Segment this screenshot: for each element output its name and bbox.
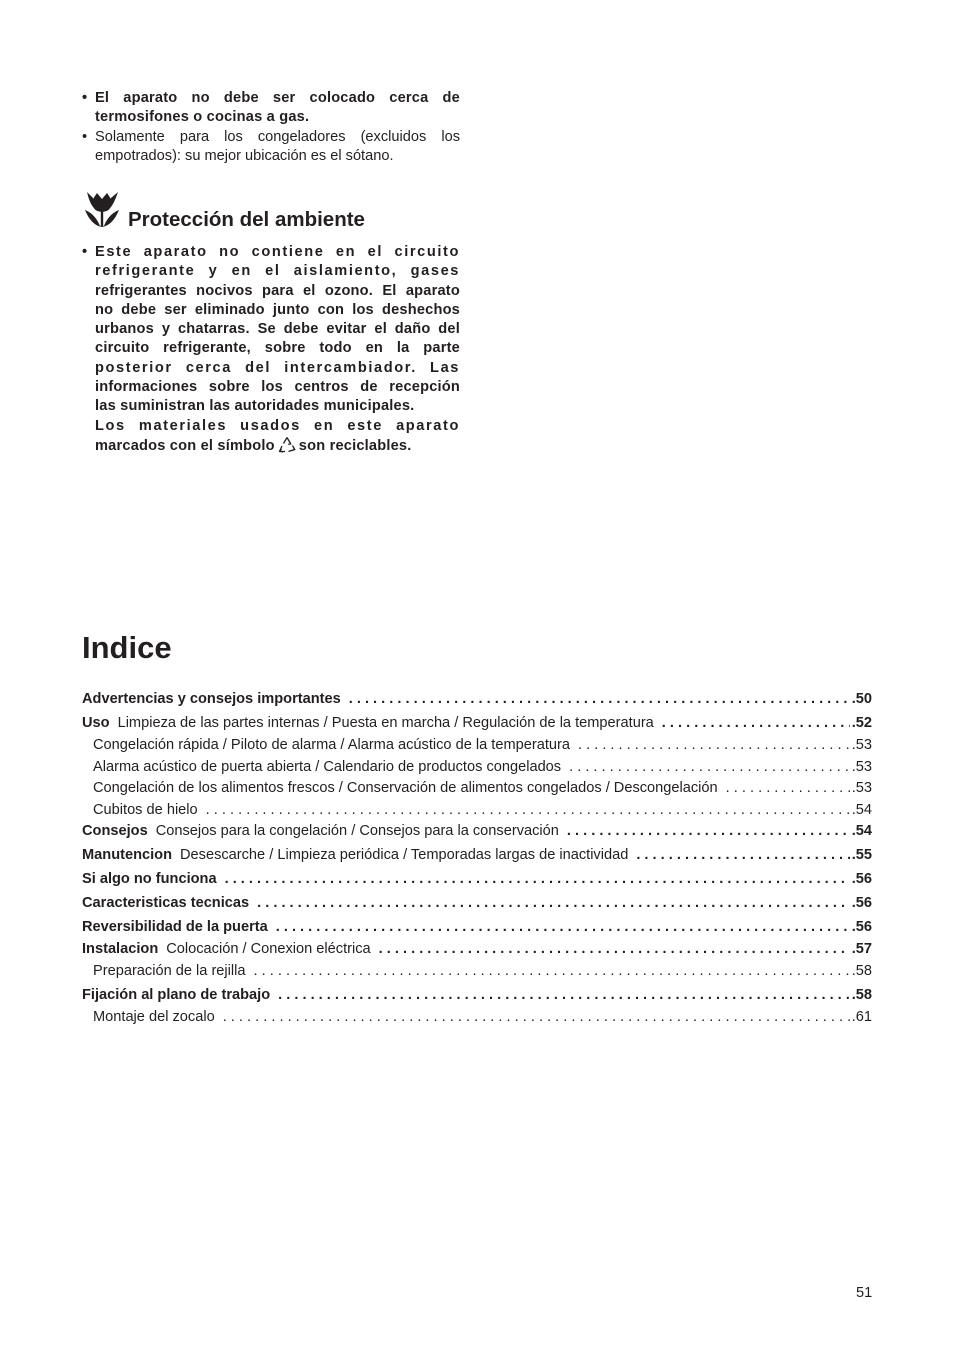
toc-entry-description: Cubitos de hielo — [93, 801, 198, 818]
toc-entry-title: Manutencion — [82, 847, 172, 863]
environment-line: • Este aparato no contiene en el circuito — [95, 244, 460, 260]
toc-entry-description: Alarma acústico de puerta abierta / Calendario de productos congelados — [93, 758, 562, 775]
environment-line: las suministran las autoridades municipales. — [95, 398, 415, 415]
toc-entry-description: Consejos para la congelación / Consejos para la conservación — [155, 823, 559, 839]
toc-page-number: .61 — [851, 1008, 872, 1025]
toc-leader-dots — [636, 847, 849, 863]
environment-line: refrigerantes nocivos para el ozono. El aparato — [95, 282, 460, 299]
toc-entry — [82, 871, 872, 893]
toc-entry-description: Preparación de la rejilla — [93, 963, 246, 979]
environment-list — [82, 243, 460, 459]
warning-list — [82, 89, 460, 166]
toc-page-number: .54 — [851, 801, 872, 818]
recycle-icon — [278, 436, 296, 459]
warning-item: • El aparato no debe ser colocado cerca de termosifones o cocinas a gas. — [82, 89, 460, 128]
toc-entry — [82, 715, 872, 737]
toc-entry — [82, 1009, 872, 1031]
toc-leader-dots — [726, 780, 850, 796]
toc-entry-title: Uso — [82, 715, 110, 731]
environment-line: urbanos y chatarras. Se debe evitar el daño del — [95, 321, 460, 338]
environment-line: Los materiales usados en este aparato — [95, 417, 460, 434]
toc-entry — [82, 691, 872, 713]
toc-leader-dots — [567, 823, 850, 839]
toc-page-number: .50 — [851, 691, 872, 707]
toc-entry — [82, 919, 872, 941]
toc-leader-dots — [257, 895, 850, 911]
toc-leader-dots — [569, 759, 850, 775]
table-of-contents — [82, 691, 872, 1030]
toc-entry — [82, 737, 872, 759]
toc-page-number: .54 — [851, 823, 872, 839]
toc-entry-description: Limpieza de las partes internas / Puesta en marcha / Regulación de la temperatura — [117, 715, 654, 731]
toc-entry — [82, 802, 872, 824]
toc-page-number: .53 — [851, 737, 872, 753]
environment-title: Protección del ambiente — [128, 208, 365, 231]
toc-entry-title: Si algo no funciona — [82, 871, 217, 887]
toc-entry-description: Montaje del zocalo — [93, 1008, 215, 1025]
toc-page-number: .56 — [851, 895, 872, 911]
environment-line: refrigerante y en el aislamiento, gases — [95, 263, 460, 280]
environment-last-line: marcados con el símbolo son reciclables. — [95, 436, 460, 459]
toc-page-number: .57 — [851, 941, 872, 957]
toc-entry-title: Caracteristicas tecnicas — [82, 895, 250, 911]
tulip-icon — [82, 190, 122, 233]
toc-entry-title: Reversibilidad de la puerta — [82, 919, 268, 935]
toc-entry-title: Advertencias y consejos importantes — [82, 691, 341, 707]
environment-heading — [82, 190, 365, 233]
toc-page-number: .56 — [851, 919, 872, 935]
environment-line: informaciones sobre los centros de recepción — [95, 379, 460, 396]
toc-leader-dots — [662, 715, 850, 731]
toc-entry — [82, 780, 872, 802]
toc-entry — [82, 847, 872, 869]
toc-entry — [82, 895, 872, 917]
toc-page-number: .52 — [851, 715, 872, 731]
toc-page-number: .56 — [851, 871, 872, 887]
toc-entry — [82, 759, 872, 781]
toc-leader-dots — [578, 737, 850, 753]
toc-page-number: .53 — [851, 758, 872, 775]
toc-leader-dots — [254, 963, 850, 979]
toc-entry-title: Consejos — [82, 823, 148, 839]
toc-entry — [82, 823, 872, 845]
toc-page-number: .58 — [851, 963, 872, 979]
page-number: 51 — [856, 1285, 873, 1301]
environment-line: no debe ser eliminado junto con los deshechos — [95, 301, 460, 318]
index-title: Indice — [82, 630, 172, 665]
toc-leader-dots — [349, 691, 850, 707]
toc-leader-dots — [223, 1009, 850, 1025]
toc-leader-dots — [379, 941, 850, 957]
toc-page-number: .55 — [851, 847, 872, 863]
environment-item — [82, 243, 460, 459]
warning-item: • Solamente para los congeladores (excluidos los empotrados): su mejor ubicación es el sótano. — [82, 128, 460, 167]
toc-entry-title: Instalacion — [82, 941, 159, 957]
toc-entry-description: Congelación rápida / Piloto de alarma / Alarma acústico de la temperatura — [93, 737, 570, 753]
toc-leader-dots — [278, 987, 850, 1003]
toc-entry-description: Colocación / Conexion eléctrica — [166, 941, 371, 957]
toc-entry — [82, 941, 872, 963]
toc-leader-dots — [206, 802, 850, 818]
toc-page-number: .58 — [851, 986, 872, 1003]
toc-leader-dots — [276, 919, 850, 935]
toc-entry — [82, 987, 872, 1009]
toc-entry-description: Congelación de los alimentos frescos / Conservación de alimentos congelados / Descongelación — [93, 780, 718, 796]
toc-page-number: .53 — [851, 780, 872, 796]
toc-entry — [82, 963, 872, 985]
toc-leader-dots — [225, 871, 850, 887]
environment-line: circuito refrigerante, sobre todo en la parte — [95, 340, 460, 357]
toc-entry-title: Fijación al plano de trabajo — [82, 986, 271, 1003]
environment-line: posterior cerca del intercambiador. Las — [95, 359, 460, 376]
toc-entry-description: Desescarche / Limpieza periódica / Temporadas largas de inactividad — [180, 847, 629, 863]
